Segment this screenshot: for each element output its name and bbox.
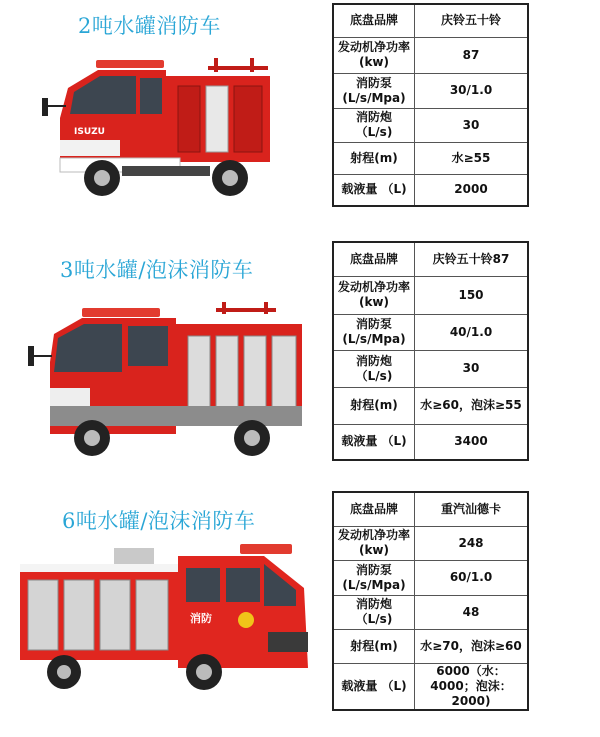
spec-label: 消防炮（L/s) [333, 595, 415, 629]
spec-value: 水≥55 [415, 142, 529, 174]
truck-1-title: 2吨水罐消防车 [78, 14, 221, 38]
spec-row [333, 663, 528, 710]
spec-row [333, 350, 528, 387]
spec-value: 2000 [415, 174, 529, 206]
truck-3-spec-table [332, 491, 529, 711]
truck-1-image [38, 48, 278, 208]
spec-row [333, 629, 528, 663]
spec-row [333, 37, 528, 73]
spec-label: 载液量 （L) [333, 174, 415, 206]
truck-2-lightbar [82, 308, 160, 317]
spec-label: 射程(m) [333, 142, 415, 174]
spec-row [333, 526, 528, 560]
spec-row [333, 424, 528, 460]
spec-row [333, 108, 528, 142]
spec-label: 载液量 （L) [333, 663, 415, 710]
spec-value: 水≥70，泡沫≥60 [415, 629, 529, 663]
spec-value: 30/1.0 [415, 73, 529, 108]
spec-label: 底盘品牌 [333, 4, 415, 37]
spec-row [333, 276, 528, 314]
truck-2-spec-table [332, 241, 529, 461]
spec-row [333, 142, 528, 174]
spec-value: 30 [415, 108, 529, 142]
spec-value: 重汽汕德卡 [415, 492, 529, 526]
spec-row [333, 4, 528, 37]
spec-value: 庆铃五十铃 [415, 4, 529, 37]
spec-row [333, 595, 528, 629]
spec-value: 248 [415, 526, 529, 560]
truck-1-badge: ISUZU [74, 127, 105, 137]
spec-label: 射程(m) [333, 387, 415, 424]
spec-row [333, 387, 528, 424]
spec-row [333, 174, 528, 206]
truck-3-door-text: 消防 [190, 612, 212, 625]
spec-row [333, 73, 528, 108]
truck-3-title: 6吨水罐/泡沫消防车 [62, 509, 256, 533]
spec-value: 48 [415, 595, 529, 629]
spec-value: 60/1.0 [415, 560, 529, 595]
spec-label: 射程(m) [333, 629, 415, 663]
truck-1-spec-table [332, 3, 529, 207]
spec-value: 水≥60，泡沫≥55 [415, 387, 529, 424]
spec-label: 发动机净功率(kw) [333, 37, 415, 73]
spec-value: 87 [415, 37, 529, 73]
spec-row [333, 560, 528, 595]
spec-value: 150 [415, 276, 529, 314]
truck-3-image [14, 536, 314, 696]
spec-label: 底盘品牌 [333, 492, 415, 526]
spec-label: 消防泵(L/s/Mpa) [333, 73, 415, 108]
spec-label: 发动机净功率(kw) [333, 526, 415, 560]
spec-label: 底盘品牌 [333, 242, 415, 276]
spec-row [333, 242, 528, 276]
spec-label: 消防炮（L/s) [333, 350, 415, 387]
spec-label: 消防泵(L/s/Mpa) [333, 560, 415, 595]
fire-emblem-icon [238, 612, 254, 628]
spec-label: 载液量 （L) [333, 424, 415, 460]
spec-label: 消防泵(L/s/Mpa) [333, 314, 415, 350]
spec-value: 40/1.0 [415, 314, 529, 350]
spec-value: 庆铃五十铃87 [415, 242, 529, 276]
truck-1-lightbar [96, 60, 164, 68]
spec-label: 发动机净功率(kw) [333, 276, 415, 314]
truck-2-title: 3吨水罐/泡沫消防车 [60, 258, 254, 282]
spec-value: 30 [415, 350, 529, 387]
spec-row [333, 314, 528, 350]
spec-value: 3400 [415, 424, 529, 460]
spec-label: 消防炮（L/s) [333, 108, 415, 142]
spec-row [333, 492, 528, 526]
spec-value: 6000（水：4000；泡沫：2000) [415, 663, 529, 710]
truck-3-lightbar [240, 544, 292, 554]
truck-2-image [26, 302, 308, 462]
